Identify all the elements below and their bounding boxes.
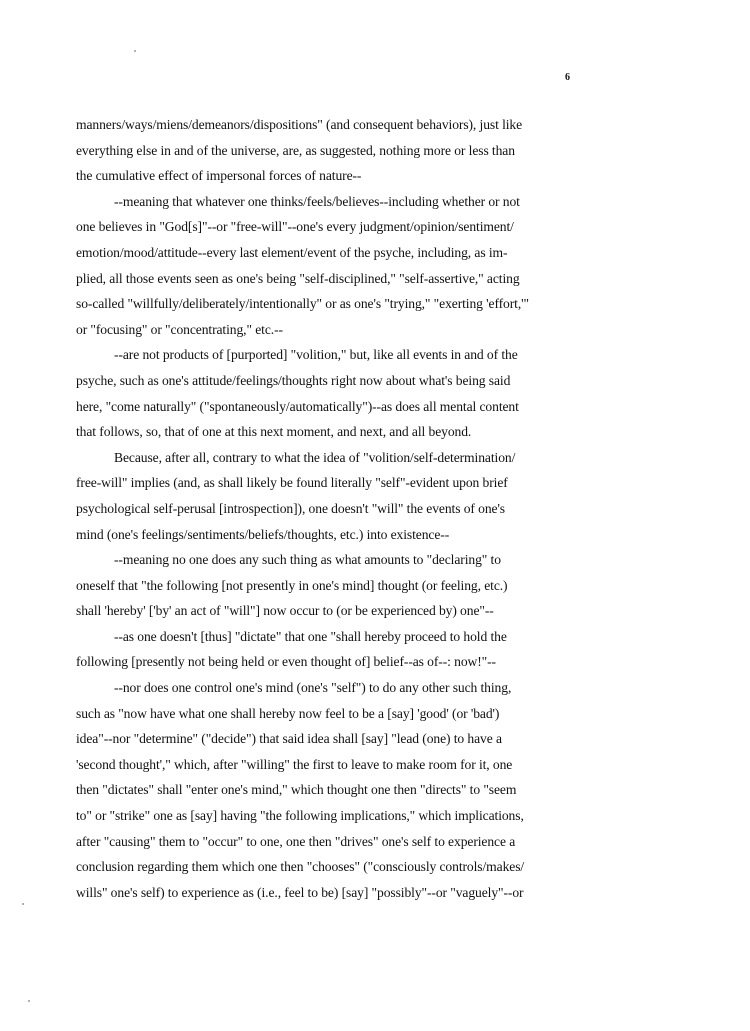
text-line: psyche, such as one's attitude/feelings/thoughts right now about what's being said [76,372,511,388]
scan-speck [28,1000,30,1002]
scan-speck [22,903,24,905]
body-text [76,112,636,905]
text-line: wills" one's self) to experience as (i.e., feel to be) [say] "possibly"--or "vaguely"--or [76,884,524,900]
text-line: here, "come naturally" ("spontaneously/automatically")--as does all mental content [76,398,519,414]
text-line: mind (one's feelings/sentiments/beliefs/thoughts, etc.) into existence-- [76,526,450,542]
text-line: shall 'hereby' ['by' an act of "will"] now occur to (or be experienced by) one"-- [76,603,494,619]
text-line: then "dictates" shall "enter one's mind," which thought one then "directs" to "seem [76,782,517,798]
text-line: to" or "strike" one as [say] having "the following implications," which implications, [76,808,524,824]
text-line: everything else in and of the universe, are, as suggested, nothing more or less than [76,142,515,158]
text-line: psychological self-perusal [introspection]), one doesn't "will" the events of one's [76,500,505,516]
scan-speck [134,50,136,52]
text-line: after "causing" them to "occur" to one, one then "drives" one's self to experience a [76,833,516,849]
text-line: --nor does one control one's mind (one's "self") to do any other such thing, [114,680,512,696]
text-line: plied, all those events seen as one's being "self-disciplined," "self-assertive," acting [76,270,520,286]
text-line: emotion/mood/attitude--every last element/event of the psyche, including, as im- [76,244,508,260]
text-line: idea"--nor "determine" ("decide") that said idea shall [say] "lead (one) to have a [76,731,502,747]
page-number: 6 [565,72,570,83]
text-line: oneself that "the following [not presently in one's mind] thought (or feeling, etc.) [76,577,508,593]
text-line: --are not products of [purported] "volition," but, like all events in and of the [114,347,518,363]
text-line: free-will" implies (and, as shall likely be found literally "self"-evident upon brief [76,475,508,491]
text-line: so-called "willfully/deliberately/intentionally" or as one's "trying," "exerting 'effort,'" [76,296,529,312]
text-line: --meaning that whatever one thinks/feels/believes--including whether or not [114,193,520,209]
text-line: --as one doesn't [thus] "dictate" that one "shall hereby proceed to hold the [114,628,507,644]
text-line: that follows, so, that of one at this next moment, and next, and all beyond. [76,424,472,440]
text-line: such as "now have what one shall hereby now feel to be a [say] 'good' (or 'bad') [76,705,500,721]
text-line: Because, after all, contrary to what the idea of "volition/self-determination/ [114,449,516,465]
text-line: 'second thought'," which, after "willing" the first to leave to make room for it, one [76,756,513,772]
text-line: the cumulative effect of impersonal forces of nature-- [76,168,362,184]
text-line: following [presently not being held or even thought of] belief--as of--: now!"-- [76,654,496,670]
text-line: or "focusing" or "concentrating," etc.-- [76,321,283,337]
text-line: one believes in "God[s]"--or "free-will"--one's every judgment/opinion/sentiment/ [76,219,514,235]
text-line: manners/ways/miens/demeanors/dispositions" (and consequent behaviors), just like [76,117,523,132]
text-line: conclusion regarding them which one then "chooses" ("consciously controls/makes/ [76,859,525,875]
text-line: --meaning no one does any such thing as what amounts to "declaring" to [114,552,501,568]
